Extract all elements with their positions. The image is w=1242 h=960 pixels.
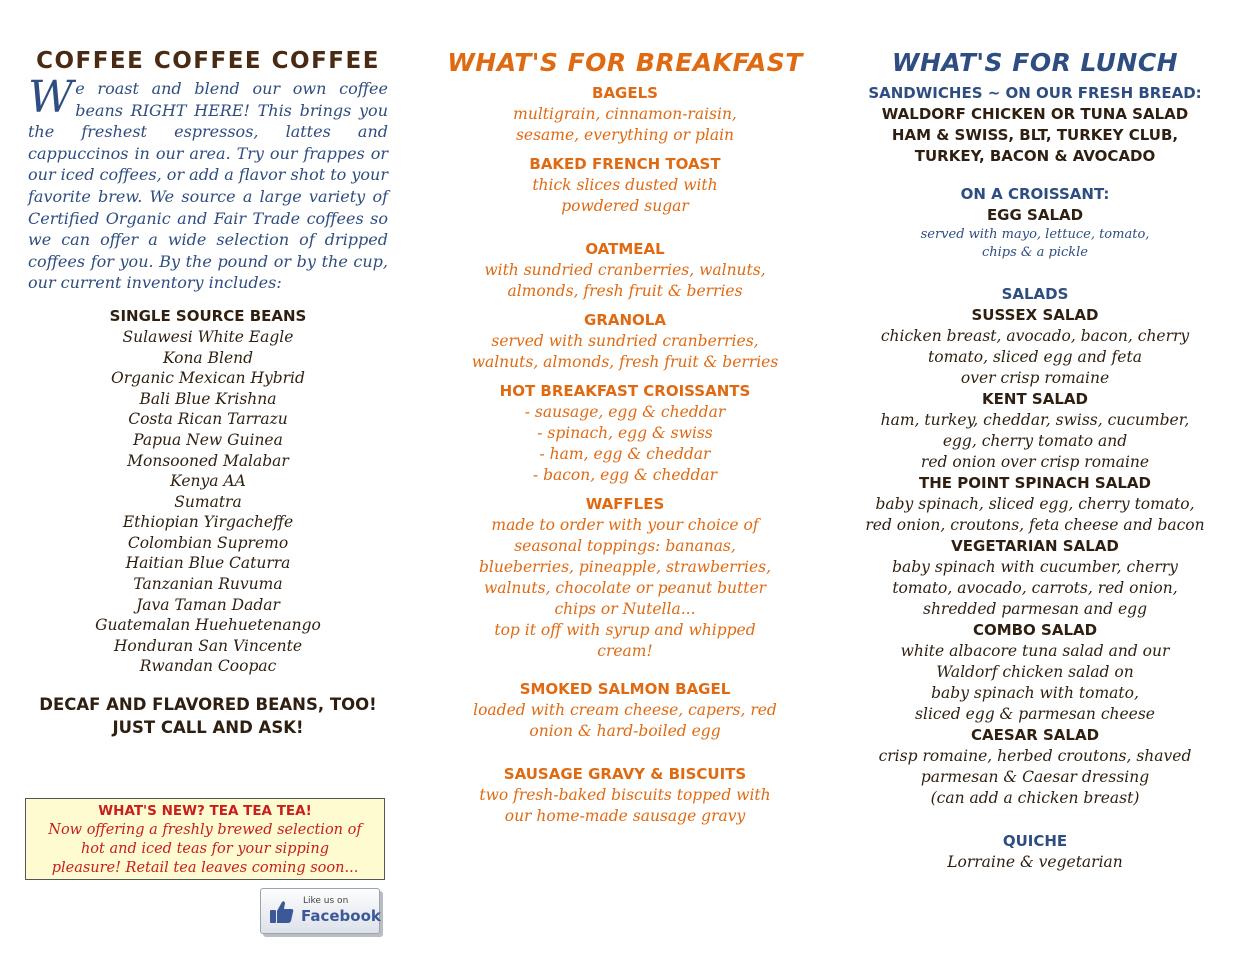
bean-item: Papua New Guinea xyxy=(133,430,283,449)
decaf-line: DECAF AND FLAVORED BEANS, TOO! xyxy=(39,695,377,715)
menu-item-desc: onion & hard-boiled egg xyxy=(529,722,721,740)
lunch-salads xyxy=(855,284,1215,809)
bean-item: Guatemalan Huehuetenango xyxy=(95,616,321,635)
lunch-quiche xyxy=(855,831,1215,873)
tea-line: hot and iced teas for your sipping xyxy=(80,841,330,857)
salad-desc: crisp romaine, herbed croutons, shaved xyxy=(878,747,1192,765)
tea-announcement-box xyxy=(25,798,385,880)
menu-item-desc: - spinach, egg & swiss xyxy=(537,424,713,442)
salad-desc: white albacore tuna salad and our xyxy=(900,642,1170,660)
decaf-line: JUST CALL AND ASK! xyxy=(112,718,304,738)
menu-item-name: BAGELS xyxy=(592,84,658,102)
salad-name: THE POINT SPINACH SALAD xyxy=(919,474,1151,492)
bean-item: Costa Rican Tarrazu xyxy=(128,410,288,429)
menu-item-desc: multigrain, cinnamon-raisin, xyxy=(513,105,737,123)
bean-item: Bali Blue Krishna xyxy=(139,389,277,408)
sandwich-line: HAM & SWISS, BLT, TURKEY CLUB, xyxy=(891,126,1179,144)
breakfast-item-bagels xyxy=(440,83,810,146)
menu-item-name: BAKED FRENCH TOAST xyxy=(529,155,721,173)
menu-item-desc: top it off with syrup and whipped xyxy=(494,621,756,639)
menu-item-desc: thick slices dusted with xyxy=(532,176,718,194)
breakfast-item-granola xyxy=(440,310,810,373)
menu-item-desc: cream! xyxy=(597,642,653,660)
salad-desc: tomato, avocado, carrots, red onion, xyxy=(892,579,1178,597)
menu-item-desc: sesame, everything or plain xyxy=(515,126,735,144)
salad-name: KENT SALAD xyxy=(982,390,1088,408)
quiche-heading: QUICHE xyxy=(1002,832,1068,850)
salad-desc: baby spinach with tomato, xyxy=(931,684,1139,702)
coffee-intro xyxy=(28,72,388,294)
breakfast-item-french-toast xyxy=(440,154,810,217)
menu-item-name: OATMEAL xyxy=(585,240,665,258)
sandwich-line: WALDORF CHICKEN OR TUNA SALAD xyxy=(881,105,1189,123)
menu-item-desc: powdered sugar xyxy=(561,197,689,215)
salad-desc: (can add a chicken breast) xyxy=(930,789,1140,807)
breakfast-item-salmon-bagel xyxy=(440,679,810,742)
salad-name: VEGETARIAN SALAD xyxy=(951,537,1119,555)
menu-item-desc: served with sundried cranberries, xyxy=(491,332,759,350)
intro-text: e roast and blend our own coffee beans RIGHT HERE! This brings you the freshest espressos, lattes and cappuccinos in our area. Try our frappes or our iced coffees, or add a flavor shot to your favorite brew. We source a large variety of Certified Organic and Fair Trade coffees so we can offer a wide selection of dripped coffees for you. By the pound or by the cup, our current inventory includes: xyxy=(28,79,388,293)
croissant-item: EGG SALAD xyxy=(986,206,1084,224)
salad-desc: sliced egg & parmesan cheese xyxy=(915,705,1155,723)
salads-heading: SALADS xyxy=(1001,285,1069,303)
quiche-desc: Lorraine & vegetarian xyxy=(947,853,1123,871)
thumbs-up-icon xyxy=(269,899,295,925)
sandwich-line: TURKEY, BACON & AVOCADO xyxy=(914,147,1156,165)
salad-name: CAESAR SALAD xyxy=(970,726,1100,744)
coffee-column xyxy=(28,40,388,739)
facebook-wordmark: Facebook xyxy=(301,907,381,925)
bean-item: Colombian Supremo xyxy=(127,533,289,552)
menu-item-name: SMOKED SALMON BAGEL xyxy=(519,680,731,698)
tea-line: Now offering a freshly brewed selection of xyxy=(48,822,362,838)
menu-item-desc: walnuts, chocolate or peanut butter xyxy=(483,579,767,597)
menu-item-name: WAFFLES xyxy=(585,495,665,513)
menu-item-desc: chips or Nutella... xyxy=(554,600,696,618)
breakfast-item-gravy-biscuits xyxy=(440,764,810,827)
menu-item-desc: with sundried cranberries, walnuts, xyxy=(484,261,766,279)
bean-item: Rwandan Coopac xyxy=(139,657,277,676)
beans-list xyxy=(28,306,388,677)
salad-desc: baby spinach, sliced egg, cherry tomato, xyxy=(875,495,1195,513)
facebook-like-button[interactable] xyxy=(260,888,380,934)
salad-desc: over crisp romaine xyxy=(960,369,1110,387)
menu-item-desc: our home-made sausage gravy xyxy=(504,807,746,825)
coffee-title: COFFEE COFFEE COFFEE xyxy=(36,48,380,74)
tea-line: pleasure! Retail tea leaves coming soon... xyxy=(51,860,359,876)
menu-item-desc: almonds, fresh fruit & berries xyxy=(507,282,743,300)
intro-dropcap: W xyxy=(28,72,74,123)
salad-desc: red onion over crisp romaine xyxy=(920,453,1150,471)
sandwiches-heading: SANDWICHES ~ ON OUR FRESH BREAD: xyxy=(868,84,1202,102)
menu-item-desc: two fresh-baked biscuits topped with xyxy=(479,786,771,804)
bean-item: Java Taman Dadar xyxy=(136,595,280,614)
lunch-croissant xyxy=(855,184,1215,262)
bean-item: Monsooned Malabar xyxy=(127,451,289,470)
breakfast-item-croissants xyxy=(440,381,810,486)
salad-desc: Waldorf chicken salad on xyxy=(936,663,1134,681)
salad-desc: red onion, croutons, feta cheese and bacon xyxy=(865,516,1205,534)
beans-heading: SINGLE SOURCE BEANS xyxy=(109,306,307,325)
lunch-column xyxy=(855,40,1215,873)
bean-item: Kenya AA xyxy=(170,472,246,491)
menu-item-desc: blueberries, pineapple, strawberries, xyxy=(478,558,772,576)
menu-item-name: GRANOLA xyxy=(584,311,666,329)
salad-desc: ham, turkey, cheddar, swiss, cucumber, xyxy=(880,411,1190,429)
breakfast-title: WHAT'S FOR BREAKFAST xyxy=(447,48,803,77)
salad-desc: chicken breast, avocado, bacon, cherry xyxy=(880,327,1190,345)
salad-name: COMBO SALAD xyxy=(972,621,1098,639)
breakfast-column xyxy=(440,40,810,827)
tea-heading: WHAT'S NEW? TEA TEA TEA! xyxy=(98,803,312,819)
facebook-small-text: Like us on xyxy=(303,896,349,906)
menu-item-desc: - ham, egg & cheddar xyxy=(539,445,711,463)
salad-desc: shredded parmesan and egg xyxy=(922,600,1148,618)
salad-desc: tomato, sliced egg and feta xyxy=(928,348,1142,366)
menu-item-desc: walnuts, almonds, fresh fruit & berries xyxy=(471,353,779,371)
menu-item-desc: - sausage, egg & cheddar xyxy=(524,403,726,421)
menu-item-name: SAUSAGE GRAVY & BISCUITS xyxy=(503,765,747,783)
lunch-sandwiches xyxy=(855,83,1215,167)
salad-desc: parmesan & Caesar dressing xyxy=(920,768,1150,786)
croissant-heading: ON A CROISSANT: xyxy=(960,185,1110,203)
croissant-desc: served with mayo, lettuce, tomato, xyxy=(920,227,1150,242)
menu-item-desc: seasonal toppings: bananas, xyxy=(514,537,736,555)
salad-desc: egg, cherry tomato and xyxy=(942,432,1128,450)
salad-name: SUSSEX SALAD xyxy=(971,306,1099,324)
menu-item-desc: made to order with your choice of xyxy=(491,516,759,534)
bean-item: Kona Blend xyxy=(162,348,254,367)
lunch-title: WHAT'S FOR LUNCH xyxy=(891,48,1179,77)
decaf-note xyxy=(28,693,388,739)
bean-item: Sulawesi White Eagle xyxy=(122,327,294,346)
croissant-desc: chips & a pickle xyxy=(981,245,1088,260)
menu-item-desc: - bacon, egg & cheddar xyxy=(532,466,718,484)
bean-item: Haitian Blue Caturra xyxy=(125,554,291,573)
bean-item: Organic Mexican Hybrid xyxy=(111,369,305,388)
bean-item: Ethiopian Yirgacheffe xyxy=(122,513,294,532)
bean-item: Sumatra xyxy=(174,492,242,511)
bean-item: Tanzanian Ruvuma xyxy=(133,575,283,594)
breakfast-item-oatmeal xyxy=(440,239,810,302)
salad-desc: baby spinach with cucumber, cherry xyxy=(892,558,1178,576)
menu-item-desc: loaded with cream cheese, capers, red xyxy=(473,701,777,719)
bean-item: Honduran San Vincente xyxy=(113,636,303,655)
breakfast-item-waffles xyxy=(440,494,810,662)
menu-item-name: HOT BREAKFAST CROISSANTS xyxy=(499,382,751,400)
